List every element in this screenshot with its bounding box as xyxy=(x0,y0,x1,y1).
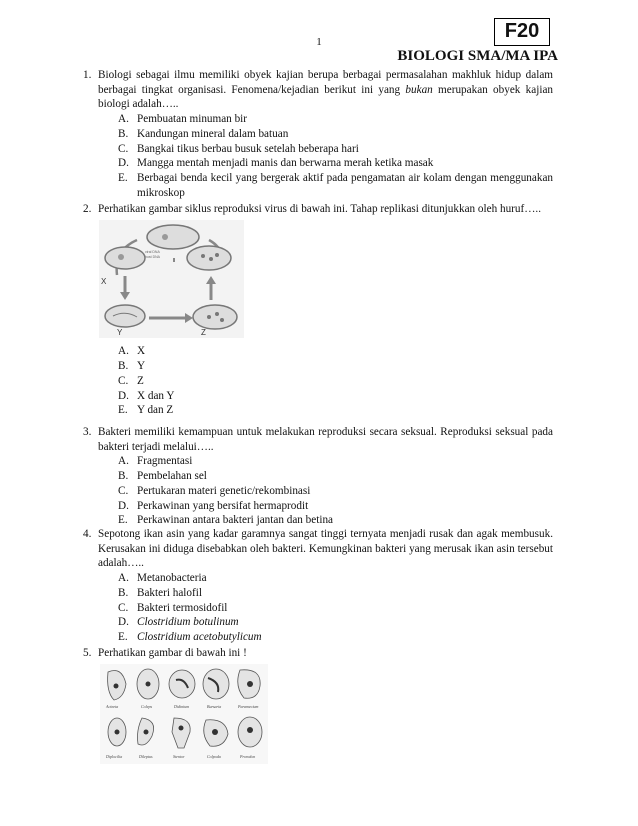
options-list xyxy=(118,344,553,418)
option-c: C. Z xyxy=(118,374,144,387)
option-d: D. Mangga mentah menjadi manis dan berwarna merah ketika masak xyxy=(118,157,434,170)
protozoa-figure xyxy=(100,664,553,769)
label-diplocilia: Diplocilia xyxy=(106,753,123,759)
question-4 xyxy=(83,527,553,645)
label-dileptus: Dileptus xyxy=(139,753,153,759)
figure-label-y: Y xyxy=(117,327,123,337)
question-stem: Perhatikan gambar siklus reproduksi virus di bawah ini. Tahap replikasi ditunjukkan oleh huruf….. xyxy=(98,203,542,215)
option-e: E. Y dan Z xyxy=(118,404,174,417)
question-stem: Biologi sebagai ilmu memiliki obyek kajian berupa berbagai permasalahan makhluk hidup dalam berbagai tingkat organisasi. Fenomena/kejadian berikut ini yang bukan merupakan obyek kajian biologi adalah….. xyxy=(98,69,554,111)
option-d: D. X dan Y xyxy=(118,389,175,402)
question-5 xyxy=(83,646,553,768)
question-stem: Sepotong ikan asin yang kadar garamnya sangat tinggi ternyata menjadi rusak dan agak membusuk. Kerusakan ini diduga disebabkan oleh bakteri. Kemungkinan bakteri yang merusak ikan asin tersebut adalah….. xyxy=(98,528,553,570)
figure-label-viral-dna: viral DNA xyxy=(145,249,160,254)
options-list xyxy=(118,454,553,528)
question-number: 4. xyxy=(83,528,92,540)
option-a: A. Pembuatan minuman bir xyxy=(118,113,247,126)
options-list xyxy=(118,571,553,645)
option-e: E. Perkawinan antara bakteri jantan dan betina xyxy=(118,514,334,527)
option-e: E. Clostridium acetobutylicum xyxy=(118,630,262,643)
option-b: B. Kandungan mineral dalam batuan xyxy=(118,127,289,140)
question-1 xyxy=(83,68,553,200)
options-list xyxy=(118,112,553,200)
question-stem: Bakteri memiliki kemampuan untuk melakukan reproduksi secara seksual. Reproduksi seksual pada bakteri terjadi melalui….. xyxy=(98,426,553,453)
question-number: 2. xyxy=(83,203,92,215)
exam-code-box: F20 xyxy=(494,18,550,46)
label-prorodon: Prorodon xyxy=(240,753,256,759)
option-c: C. Bakteri termosidofil xyxy=(118,601,228,614)
question-number: 1. xyxy=(83,69,92,81)
label-stentor: Stentor xyxy=(173,753,185,759)
virus-cycle-figure xyxy=(99,220,553,343)
label-coleps: Coleps xyxy=(141,703,153,709)
option-b: B. Y xyxy=(118,360,146,373)
label-didinium: Didinium xyxy=(174,703,190,709)
option-e: E. Berbagai benda kecil yang bergerak aktif pada pengamatan air kolam dengan menggunakan mikroskop xyxy=(118,171,553,199)
option-b: B. Pembelahan sel xyxy=(118,470,207,483)
figure-label-host-dna: host DNA xyxy=(145,254,160,259)
question-stem: Perhatikan gambar di bawah ini ! xyxy=(98,647,247,659)
option-a: A. X xyxy=(118,345,146,358)
option-a: A. Fragmentasi xyxy=(118,455,193,468)
question-number: 5. xyxy=(83,647,92,659)
page-number: 1 xyxy=(316,36,322,48)
figure-label-x: X xyxy=(101,276,107,286)
question-3 xyxy=(83,425,553,528)
option-c: C. Bangkai tikus berbau busuk setelah beberapa hari xyxy=(118,142,359,155)
label-colpoda: Colpoda xyxy=(207,753,221,759)
figure-label-z: Z xyxy=(201,327,206,337)
label-bursaria: Bursaria xyxy=(207,703,222,709)
label-paramecium: Paramecium xyxy=(238,703,259,709)
label-acineta: Acineta xyxy=(106,703,119,709)
option-c: C. Pertukaran materi genetic/rekombinasi xyxy=(118,484,311,497)
option-d: D. Clostridium botulinum xyxy=(118,616,239,629)
option-b: B. Bakteri halofil xyxy=(118,586,202,599)
emphasis-text: bukan xyxy=(405,83,433,96)
option-d: D. Perkawinan yang bersifat hermaprodit xyxy=(118,499,309,512)
question-number: 3. xyxy=(83,426,92,438)
subject-title: BIOLOGI SMA/MA IPA xyxy=(397,48,558,64)
option-a: A. Metanobacteria xyxy=(118,572,207,585)
question-2 xyxy=(83,202,553,418)
